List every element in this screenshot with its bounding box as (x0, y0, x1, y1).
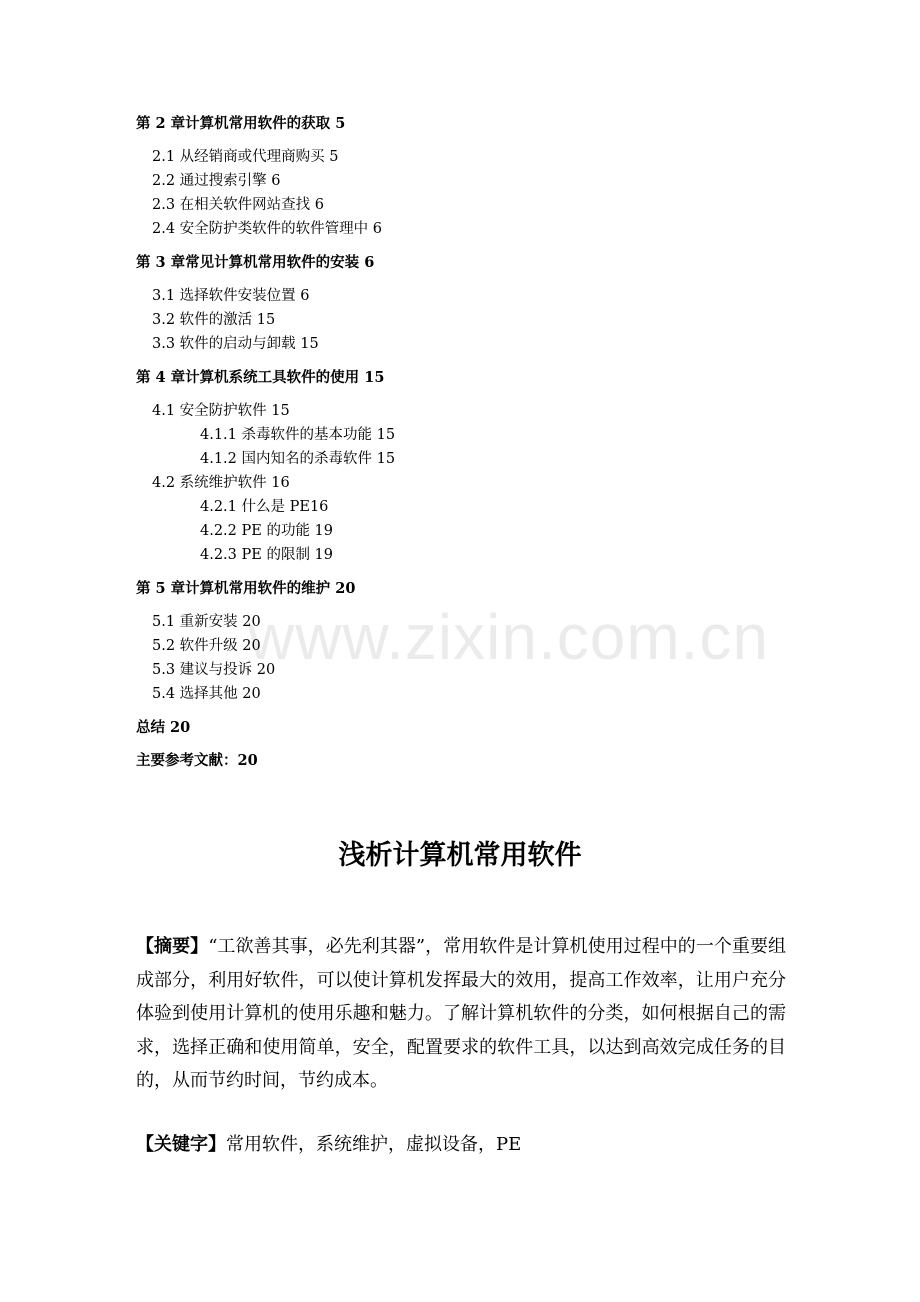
toc-entry-4-1-2: 4.1.2 国内知名的杀毒软件 15 (200, 451, 396, 467)
keywords-paragraph (136, 1128, 786, 1161)
toc-entry-5-3: 5.3 建议与投诉 20 (152, 662, 276, 678)
toc-summary: 总结 20 (136, 719, 191, 736)
document-title: 浅析计算机常用软件 (338, 840, 582, 871)
toc-entry-3-1: 3.1 选择软件安装位置 6 (152, 288, 310, 304)
toc-entry-4-2-3: 4.2.3 PE 的限制 19 (200, 547, 334, 563)
keywords-label: 【关键字】 (136, 1134, 226, 1155)
watermark: www.zixin.com.cn (248, 601, 769, 673)
toc-entry-3-3: 3.3 软件的启动与卸载 15 (152, 336, 319, 352)
toc-entry-2-2: 2.2 通过搜索引擎 6 (152, 173, 281, 189)
toc-entry-5-1: 5.1 重新安装 20 (152, 614, 261, 630)
toc-chapter-4: 第 4 章计算机系统工具软件的使用 15 (136, 369, 385, 386)
toc-chapter-5: 第 5 章计算机常用软件的维护 20 (136, 580, 356, 597)
toc-entry-4-2: 4.2 系统维护软件 16 (152, 475, 290, 491)
toc-entry-5-2: 5.2 软件升级 20 (152, 638, 261, 654)
toc-entry-2-3: 2.3 在相关软件网站查找 6 (152, 197, 325, 213)
toc-entry-4-1-1: 4.1.1 杀毒软件的基本功能 15 (200, 427, 396, 443)
toc-chapter-2: 第 2 章计算机常用软件的获取 5 (136, 115, 346, 132)
toc-entry-2-4: 2.4 安全防护类软件的软件管理中 6 (152, 221, 383, 237)
keywords-text: 常用软件，系统维护，虚拟设备，PE (226, 1134, 522, 1155)
toc-references: 主要参考文献：20 (136, 752, 258, 769)
abstract-label: 【摘要】 (136, 936, 209, 957)
toc-entry-4-2-1: 4.2.1 什么是 PE16 (200, 499, 329, 515)
toc-entry-4-2-2: 4.2.2 PE 的功能 19 (200, 523, 334, 539)
toc-entry-4-1: 4.1 安全防护软件 15 (152, 403, 290, 419)
abstract-text: “工欲善其事，必先利其器”，常用软件是计算机使用过程中的一个重要组成部分，利用好软件，可以使计算机发挥最大的效用，提高工作效率，让用户充分体验到使用计算机的使用乐趣和魅力。了解计算机软件的分类，如何根据自己的需求，选择正确和使用简单，安全，配置要求的软件工具，以达到高效完成任务的目的，从而节约时间，节约成本。 (136, 936, 787, 1091)
abstract-paragraph (136, 930, 786, 1098)
toc-chapter-3: 第 3 章常见计算机常用软件的安装 6 (136, 254, 375, 271)
toc-entry-5-4: 5.4 选择其他 20 (152, 686, 261, 702)
toc-entry-2-1: 2.1 从经销商或代理商购买 5 (152, 149, 339, 165)
toc-entry-3-2: 3.2 软件的激活 15 (152, 312, 276, 328)
